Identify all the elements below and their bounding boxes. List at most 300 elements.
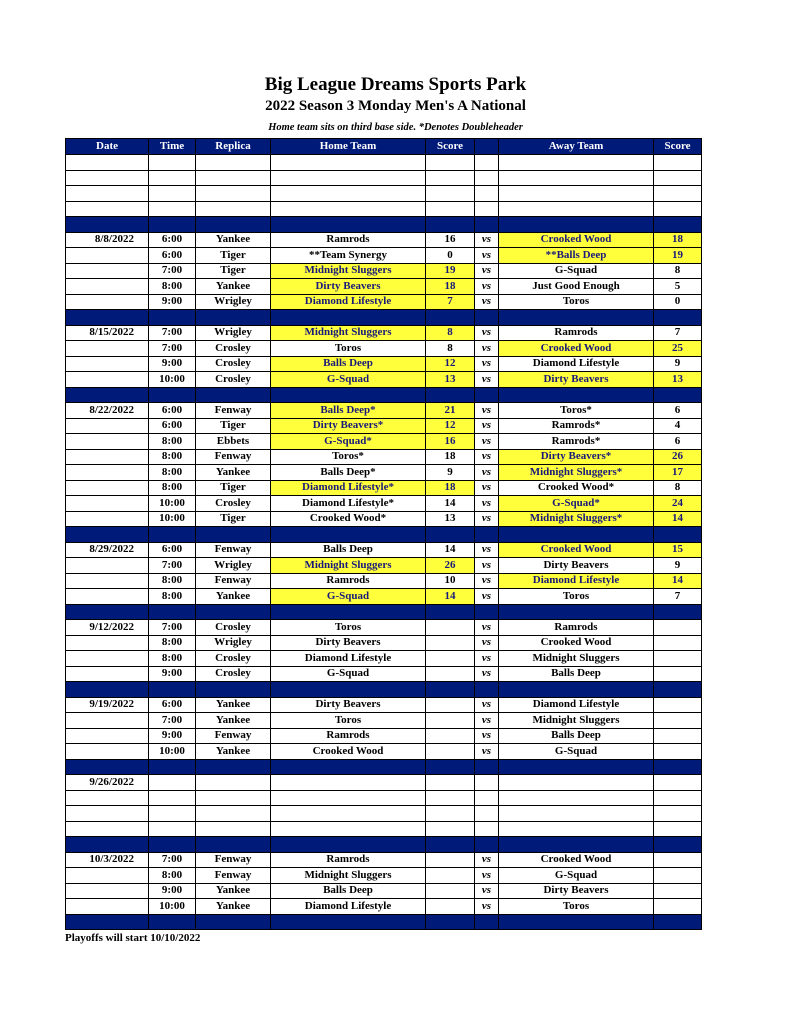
away-team: Toros* xyxy=(499,403,654,419)
home-score: 12 xyxy=(426,418,475,434)
game-date: 9/12/2022 xyxy=(66,620,149,636)
game-date xyxy=(66,883,149,899)
game-date xyxy=(66,465,149,481)
vs-label: vs xyxy=(475,620,499,636)
separator-cell xyxy=(66,837,149,853)
game-time: 7:00 xyxy=(149,325,196,341)
game-row xyxy=(66,806,702,822)
game-time: 9:00 xyxy=(149,356,196,372)
home-team xyxy=(271,790,426,806)
game-row xyxy=(66,232,702,248)
game-replica: Fenway xyxy=(196,868,271,884)
home-score: 0 xyxy=(426,248,475,264)
separator-cell xyxy=(196,914,271,930)
game-time xyxy=(149,821,196,837)
separator-cell xyxy=(66,310,149,326)
away-score: 7 xyxy=(654,589,702,605)
away-team: Crooked Wood* xyxy=(499,480,654,496)
game-row xyxy=(66,465,702,481)
game-replica: Wrigley xyxy=(196,558,271,574)
home-team: Toros xyxy=(271,620,426,636)
away-team: Toros xyxy=(499,589,654,605)
game-row xyxy=(66,868,702,884)
separator-cell xyxy=(654,914,702,930)
empty-cell xyxy=(271,201,426,217)
empty-cell xyxy=(66,155,149,171)
home-team: Balls Deep xyxy=(271,356,426,372)
game-row xyxy=(66,325,702,341)
separator-cell xyxy=(654,604,702,620)
game-replica: Yankee xyxy=(196,883,271,899)
vs-label: vs xyxy=(475,558,499,574)
separator-cell xyxy=(654,217,702,233)
game-time: 6:00 xyxy=(149,697,196,713)
away-score: 24 xyxy=(654,496,702,512)
away-team xyxy=(499,790,654,806)
away-score: 18 xyxy=(654,232,702,248)
away-score: 17 xyxy=(654,465,702,481)
away-team: Toros xyxy=(499,294,654,310)
game-date xyxy=(66,294,149,310)
game-row xyxy=(66,263,702,279)
game-replica: Fenway xyxy=(196,542,271,558)
game-date xyxy=(66,279,149,295)
empty-cell xyxy=(499,155,654,171)
home-score xyxy=(426,806,475,822)
empty-row xyxy=(66,201,702,217)
game-row xyxy=(66,589,702,605)
game-date xyxy=(66,263,149,279)
home-score xyxy=(426,821,475,837)
game-time: 6:00 xyxy=(149,248,196,264)
game-replica: Fenway xyxy=(196,728,271,744)
home-team: Dirty Beavers xyxy=(271,635,426,651)
away-score: 8 xyxy=(654,480,702,496)
away-team: Toros xyxy=(499,899,654,915)
empty-cell xyxy=(475,186,499,202)
separator-band xyxy=(66,682,702,698)
home-score: 14 xyxy=(426,589,475,605)
away-score xyxy=(654,713,702,729)
separator-cell xyxy=(426,387,475,403)
home-score: 26 xyxy=(426,558,475,574)
home-score xyxy=(426,852,475,868)
empty-cell xyxy=(66,170,149,186)
game-date: 8/29/2022 xyxy=(66,542,149,558)
away-score: 4 xyxy=(654,418,702,434)
empty-cell xyxy=(149,170,196,186)
vs-label: vs xyxy=(475,434,499,450)
separator-cell xyxy=(196,837,271,853)
away-team: G-Squad* xyxy=(499,496,654,512)
game-replica xyxy=(196,775,271,791)
separator-cell xyxy=(196,310,271,326)
game-time: 6:00 xyxy=(149,403,196,419)
game-time: 10:00 xyxy=(149,511,196,527)
away-score: 5 xyxy=(654,279,702,295)
home-score: 13 xyxy=(426,511,475,527)
vs-label: vs xyxy=(475,883,499,899)
vs-label: vs xyxy=(475,372,499,388)
away-score: 19 xyxy=(654,248,702,264)
vs-label: vs xyxy=(475,325,499,341)
col-header-vs xyxy=(475,139,499,155)
away-team: Diamond Lifestyle xyxy=(499,573,654,589)
separator-cell xyxy=(271,682,426,698)
game-replica: Yankee xyxy=(196,744,271,760)
game-date xyxy=(66,372,149,388)
away-team: Crooked Wood xyxy=(499,542,654,558)
away-score: 26 xyxy=(654,449,702,465)
away-score xyxy=(654,635,702,651)
game-row xyxy=(66,821,702,837)
game-replica: Yankee xyxy=(196,279,271,295)
game-time: 7:00 xyxy=(149,713,196,729)
empty-cell xyxy=(196,201,271,217)
game-time: 10:00 xyxy=(149,744,196,760)
separator-cell xyxy=(426,217,475,233)
game-date xyxy=(66,511,149,527)
away-team: Dirty Beavers xyxy=(499,558,654,574)
game-replica: Tiger xyxy=(196,248,271,264)
separator-cell xyxy=(499,527,654,543)
separator-band xyxy=(66,759,702,775)
game-replica: Fenway xyxy=(196,449,271,465)
separator-cell xyxy=(654,387,702,403)
game-replica: Crosley xyxy=(196,341,271,357)
game-row xyxy=(66,775,702,791)
home-score: 14 xyxy=(426,496,475,512)
col-header-away-score: Score xyxy=(654,139,702,155)
game-replica: Crosley xyxy=(196,666,271,682)
game-time: 9:00 xyxy=(149,728,196,744)
game-replica: Crosley xyxy=(196,496,271,512)
separator-cell xyxy=(271,914,426,930)
vs-label: vs xyxy=(475,232,499,248)
game-row xyxy=(66,883,702,899)
game-date xyxy=(66,728,149,744)
separator-band xyxy=(66,527,702,543)
game-time: 8:00 xyxy=(149,589,196,605)
separator-cell xyxy=(196,527,271,543)
game-date: 9/19/2022 xyxy=(66,697,149,713)
game-replica xyxy=(196,806,271,822)
game-replica: Tiger xyxy=(196,418,271,434)
schedule-table xyxy=(65,138,702,930)
game-row xyxy=(66,744,702,760)
game-row xyxy=(66,248,702,264)
game-row xyxy=(66,620,702,636)
game-replica: Yankee xyxy=(196,899,271,915)
vs-label: vs xyxy=(475,279,499,295)
game-row xyxy=(66,434,702,450)
game-time: 10:00 xyxy=(149,899,196,915)
away-team: Midnight Sluggers xyxy=(499,713,654,729)
away-score: 13 xyxy=(654,372,702,388)
away-team: Ramrods xyxy=(499,620,654,636)
home-team: Ramrods xyxy=(271,852,426,868)
home-team: Midnight Sluggers xyxy=(271,558,426,574)
game-time xyxy=(149,790,196,806)
separator-cell xyxy=(475,682,499,698)
home-team: **Team Synergy xyxy=(271,248,426,264)
home-team: Crooked Wood* xyxy=(271,511,426,527)
separator-cell xyxy=(66,682,149,698)
home-score xyxy=(426,620,475,636)
separator-cell xyxy=(499,310,654,326)
separator-band xyxy=(66,217,702,233)
vs-label: vs xyxy=(475,480,499,496)
away-team: Crooked Wood xyxy=(499,635,654,651)
vs-label: vs xyxy=(475,465,499,481)
vs-label: vs xyxy=(475,263,499,279)
away-score xyxy=(654,806,702,822)
empty-cell xyxy=(196,186,271,202)
separator-cell xyxy=(66,387,149,403)
separator-cell xyxy=(426,604,475,620)
game-replica: Wrigley xyxy=(196,325,271,341)
separator-cell xyxy=(499,387,654,403)
home-team: Toros xyxy=(271,713,426,729)
home-team: Balls Deep* xyxy=(271,465,426,481)
game-replica: Tiger xyxy=(196,263,271,279)
empty-cell xyxy=(499,201,654,217)
game-time: 8:00 xyxy=(149,465,196,481)
separator-cell xyxy=(426,310,475,326)
game-replica: Ebbets xyxy=(196,434,271,450)
empty-row xyxy=(66,155,702,171)
game-row xyxy=(66,496,702,512)
col-header-home-score: Score xyxy=(426,139,475,155)
separator-cell xyxy=(196,387,271,403)
game-replica: Crosley xyxy=(196,356,271,372)
game-date xyxy=(66,558,149,574)
game-row xyxy=(66,356,702,372)
empty-cell xyxy=(196,155,271,171)
away-team: Diamond Lifestyle xyxy=(499,356,654,372)
game-replica: Crosley xyxy=(196,651,271,667)
separator-cell xyxy=(499,914,654,930)
game-time: 7:00 xyxy=(149,620,196,636)
game-date xyxy=(66,790,149,806)
home-team: Balls Deep xyxy=(271,883,426,899)
game-row xyxy=(66,697,702,713)
vs-label xyxy=(475,775,499,791)
game-time: 9:00 xyxy=(149,883,196,899)
home-team: Diamond Lifestyle xyxy=(271,899,426,915)
home-team: Toros xyxy=(271,341,426,357)
vs-label: vs xyxy=(475,589,499,605)
game-row xyxy=(66,279,702,295)
game-date xyxy=(66,744,149,760)
home-team: G-Squad xyxy=(271,372,426,388)
game-date xyxy=(66,496,149,512)
game-date: 8/22/2022 xyxy=(66,403,149,419)
vs-label: vs xyxy=(475,418,499,434)
home-score xyxy=(426,713,475,729)
game-time: 9:00 xyxy=(149,294,196,310)
home-score: 21 xyxy=(426,403,475,419)
game-time: 8:00 xyxy=(149,868,196,884)
vs-label: vs xyxy=(475,713,499,729)
separator-cell xyxy=(66,759,149,775)
away-team: Diamond Lifestyle xyxy=(499,697,654,713)
game-row xyxy=(66,899,702,915)
home-team: Midnight Sluggers xyxy=(271,325,426,341)
away-team: Crooked Wood xyxy=(499,232,654,248)
game-replica: Wrigley xyxy=(196,635,271,651)
game-replica: Wrigley xyxy=(196,294,271,310)
separator-cell xyxy=(271,527,426,543)
home-score: 13 xyxy=(426,372,475,388)
home-team: Diamond Lifestyle xyxy=(271,651,426,667)
separator-cell xyxy=(426,527,475,543)
game-replica: Yankee xyxy=(196,697,271,713)
separator-cell xyxy=(271,759,426,775)
away-team: Balls Deep xyxy=(499,728,654,744)
game-time: 8:00 xyxy=(149,279,196,295)
separator-cell xyxy=(196,217,271,233)
game-time: 8:00 xyxy=(149,480,196,496)
away-score xyxy=(654,728,702,744)
away-score: 8 xyxy=(654,263,702,279)
vs-label: vs xyxy=(475,728,499,744)
game-replica: Yankee xyxy=(196,589,271,605)
empty-cell xyxy=(426,186,475,202)
home-team: Dirty Beavers* xyxy=(271,418,426,434)
game-replica: Yankee xyxy=(196,465,271,481)
game-date xyxy=(66,434,149,450)
away-team: Ramrods* xyxy=(499,418,654,434)
vs-label: vs xyxy=(475,852,499,868)
home-score: 9 xyxy=(426,465,475,481)
game-time: 8:00 xyxy=(149,635,196,651)
separator-cell xyxy=(499,604,654,620)
schedule-note: Home team sits on third base side. *Denotes Doubleheader xyxy=(268,122,523,133)
separator-cell xyxy=(66,914,149,930)
empty-cell xyxy=(66,201,149,217)
vs-label: vs xyxy=(475,651,499,667)
separator-cell xyxy=(499,759,654,775)
home-team: Balls Deep* xyxy=(271,403,426,419)
separator-cell xyxy=(654,837,702,853)
separator-cell xyxy=(475,914,499,930)
home-team: Midnight Sluggers xyxy=(271,868,426,884)
game-row xyxy=(66,852,702,868)
col-header-date: Date xyxy=(66,139,149,155)
home-score: 18 xyxy=(426,449,475,465)
away-score: 0 xyxy=(654,294,702,310)
game-row xyxy=(66,480,702,496)
game-row xyxy=(66,294,702,310)
home-team: Balls Deep xyxy=(271,542,426,558)
game-date xyxy=(66,573,149,589)
away-team xyxy=(499,775,654,791)
away-team: G-Squad xyxy=(499,744,654,760)
game-row xyxy=(66,651,702,667)
vs-label: vs xyxy=(475,697,499,713)
empty-cell xyxy=(426,201,475,217)
game-date xyxy=(66,418,149,434)
separator-cell xyxy=(149,914,196,930)
page-title: Big League Dreams Sports Park xyxy=(264,74,527,95)
away-score: 6 xyxy=(654,403,702,419)
home-team: G-Squad xyxy=(271,666,426,682)
away-score: 14 xyxy=(654,511,702,527)
col-header-away-team: Away Team xyxy=(499,139,654,155)
game-date xyxy=(66,341,149,357)
home-score xyxy=(426,775,475,791)
page-subtitle: 2022 Season 3 Monday Men's A National xyxy=(265,98,526,114)
game-replica: Tiger xyxy=(196,480,271,496)
away-score: 6 xyxy=(654,434,702,450)
separator-cell xyxy=(66,604,149,620)
away-team: G-Squad xyxy=(499,868,654,884)
game-time: 6:00 xyxy=(149,232,196,248)
empty-cell xyxy=(426,155,475,171)
separator-cell xyxy=(475,527,499,543)
vs-label: vs xyxy=(475,496,499,512)
away-score xyxy=(654,775,702,791)
empty-cell xyxy=(654,170,702,186)
home-team: G-Squad xyxy=(271,589,426,605)
away-team: Midnight Sluggers* xyxy=(499,465,654,481)
home-score xyxy=(426,899,475,915)
vs-label xyxy=(475,806,499,822)
empty-cell xyxy=(149,201,196,217)
away-score xyxy=(654,666,702,682)
game-row xyxy=(66,573,702,589)
separator-cell xyxy=(499,217,654,233)
separator-cell xyxy=(149,682,196,698)
vs-label: vs xyxy=(475,666,499,682)
game-replica: Fenway xyxy=(196,573,271,589)
game-date xyxy=(66,651,149,667)
home-team xyxy=(271,821,426,837)
separator-cell xyxy=(499,682,654,698)
empty-cell xyxy=(654,186,702,202)
empty-cell xyxy=(271,155,426,171)
away-score: 15 xyxy=(654,542,702,558)
away-team: Midnight Sluggers xyxy=(499,651,654,667)
away-score xyxy=(654,852,702,868)
col-header-home-team: Home Team xyxy=(271,139,426,155)
game-time: 9:00 xyxy=(149,666,196,682)
home-score xyxy=(426,728,475,744)
game-time: 8:00 xyxy=(149,434,196,450)
game-row xyxy=(66,790,702,806)
vs-label xyxy=(475,790,499,806)
home-score: 8 xyxy=(426,325,475,341)
game-replica: Yankee xyxy=(196,713,271,729)
separator-cell xyxy=(271,217,426,233)
vs-label: vs xyxy=(475,573,499,589)
home-score: 7 xyxy=(426,294,475,310)
away-score: 9 xyxy=(654,558,702,574)
home-score xyxy=(426,883,475,899)
separator-band xyxy=(66,387,702,403)
empty-row xyxy=(66,170,702,186)
game-row xyxy=(66,511,702,527)
empty-cell xyxy=(426,170,475,186)
game-date xyxy=(66,868,149,884)
empty-cell xyxy=(654,155,702,171)
home-score xyxy=(426,744,475,760)
vs-label: vs xyxy=(475,899,499,915)
away-team: Balls Deep xyxy=(499,666,654,682)
home-score: 8 xyxy=(426,341,475,357)
separator-cell xyxy=(654,682,702,698)
